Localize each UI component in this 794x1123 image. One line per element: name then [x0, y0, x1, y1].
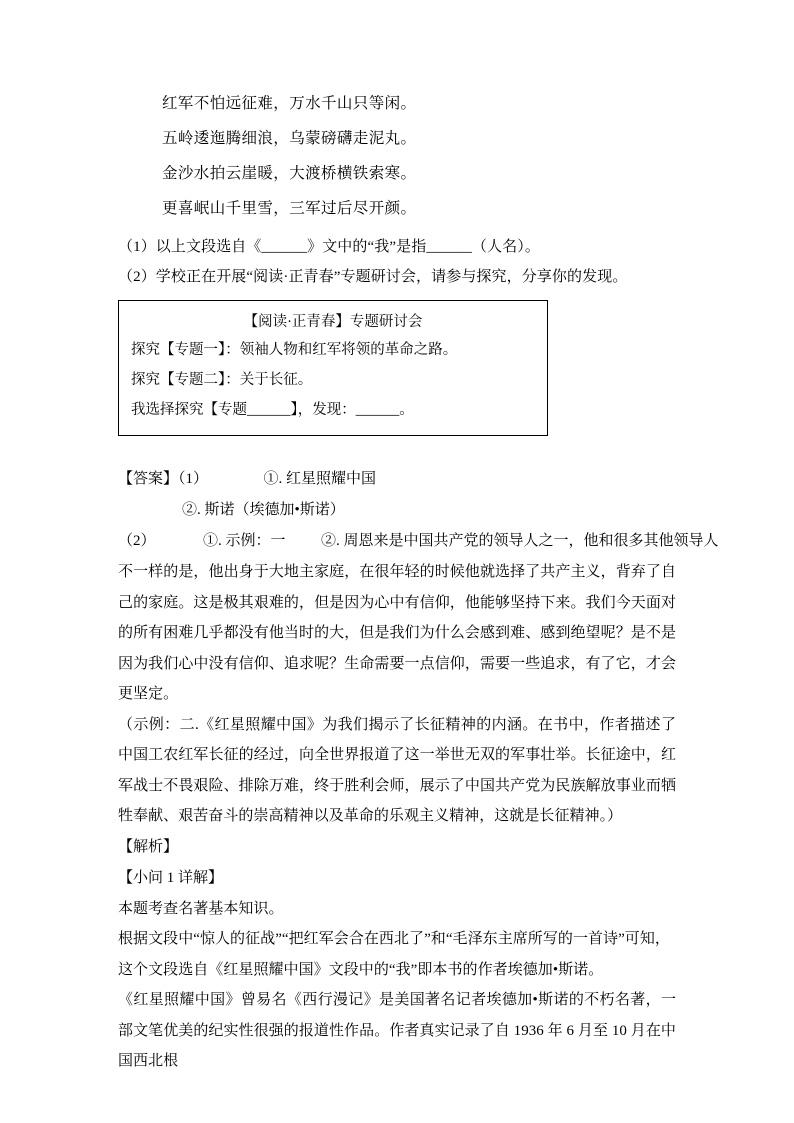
poem-line: 金沙水拍云崖暖，大渡桥横铁索寒。 — [162, 165, 417, 182]
analysis-line-1: 本题考查名著基本知识。 — [118, 900, 284, 917]
poem-line: 五岭逶迤腾细浪，乌蒙磅礴走泥丸。 — [162, 130, 417, 147]
answer-q2-body: 不一样的是，他出身于大地主家庭，在很年轻的时候他就选择了共产主义，背弃了自己的家庭。这是极其艰难的，但是因为心中有信仰，他能够坚持下来。我们今天面对的所有困难几乎都没有他当时的大，但是我们为什么会感到难、感到绝望呢？是不是因为我们心中没有信仰、追求呢？生命需要一点信仰，需要一些追求，有了它，才会更坚定。 — [118, 564, 676, 702]
seminar-topic-2: 探究【专题二】：关于长征。 — [131, 372, 313, 388]
answer-item-1: ①. 红星照耀中国 — [263, 471, 377, 487]
question-2: （2）学校正在开展“阅读·正青春”专题研讨会，请参与探究，分享你的发现。 — [118, 269, 628, 285]
answer-q2-line — [118, 526, 719, 557]
poem-line: 更喜岷山千里雪，三军过后尽开颜。 — [162, 200, 417, 217]
seminar-choice-line: 我选择探究【专题______】，发现：______。 — [131, 402, 414, 418]
analysis-line-3: 这个文段选自《红星照耀中国》文段中的“我”即本书的作者埃德加•斯诺。 — [118, 961, 604, 978]
answer-label: 【答案】（1） — [118, 471, 209, 487]
analysis-title: 【解析】 — [118, 838, 179, 855]
seminar-box-title: 【阅读·正青春】专题研讨会 — [243, 314, 423, 330]
seminar-box — [118, 300, 548, 436]
answer-q2-label: （2） — [118, 533, 156, 549]
poem-block — [118, 86, 676, 226]
answer-q2-alt: （示例：二.《红星照耀中国》为我们揭示了长征精神的内涵。在书中，作者描述了中国工农红军长征的经过，向全世界报道了这一举世无双的军事壮举。长征途中，红军战士不畏艰险、排除万难，终于胜利会师，展示了中国共产党为民族解放事业而牺牲奉献、艰苦奋斗的崇高精神以及革命的乐观主义精神，这就是长征精神。） — [118, 716, 676, 824]
answer-q2-item-1: ①. 示例：一 — [203, 533, 286, 549]
answer-item-2: ②. 斯诺（埃德加•斯诺） — [182, 502, 345, 518]
answer-block — [118, 464, 719, 832]
answer-q2-item-2: ②. 周恩来是中国共产党的领导人之一，他和很多其他领导人 — [321, 533, 719, 549]
analysis-line-4: 《红星照耀中国》曾易名《西行漫记》是美国著名记者埃德加•斯诺的不朽名著，一部文笔优美的纪实性很强的报道性作品。作者真实记录了自 1936 年 6 月至 10 月在中国西北根 — [118, 992, 676, 1069]
analysis-subtitle: 【小问 1 详解】 — [118, 869, 224, 886]
seminar-topic-1: 探究【专题一】：领袖人物和红军将领的革命之路。 — [131, 342, 458, 358]
analysis-line-2: 根据文段中“惊人的征战”“把红军会合在西北了”和“毛泽东主席所写的一首诗”可知， — [118, 931, 670, 947]
answer-label-line — [118, 464, 676, 495]
question-1: （1）以上文段选自《______》文中的“我”是指______（人名）。 — [118, 239, 540, 255]
poem-line: 红军不怕远征难，万水千山只等闲。 — [162, 95, 417, 112]
